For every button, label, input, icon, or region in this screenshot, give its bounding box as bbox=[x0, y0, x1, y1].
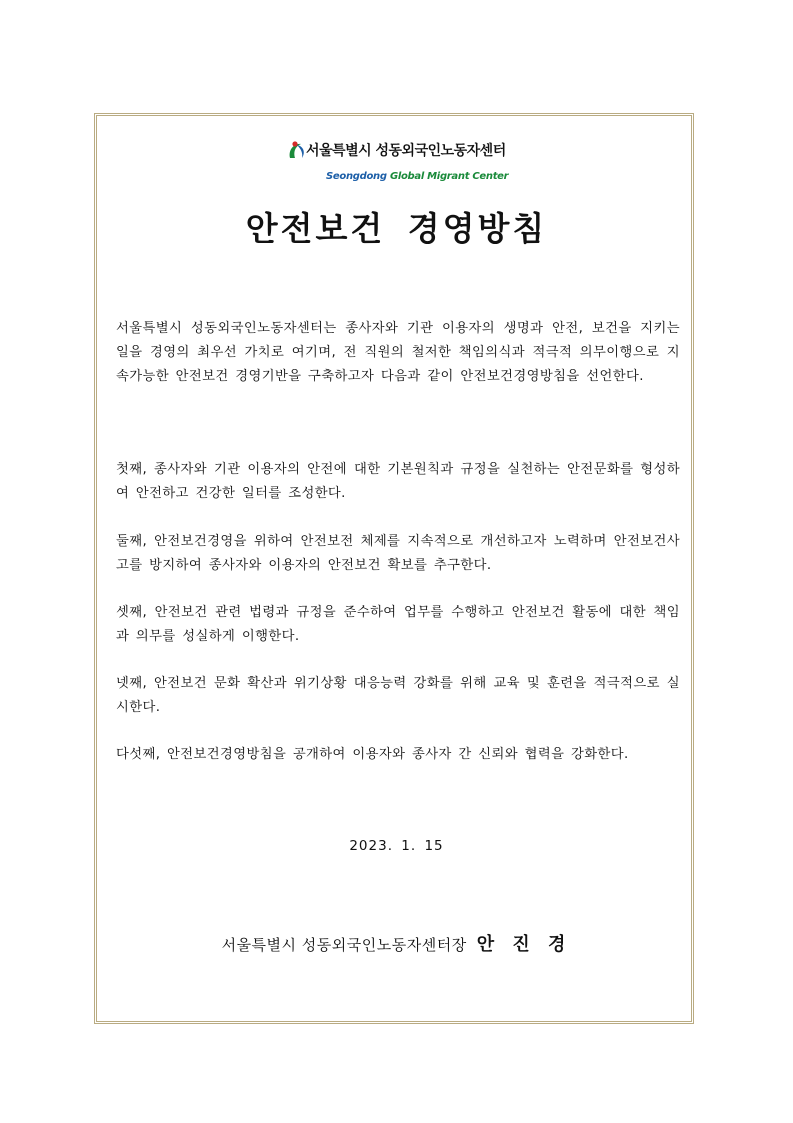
signer-name: 안 진 경 bbox=[476, 934, 572, 955]
logo-english-rest: Global Migrant Center bbox=[389, 171, 509, 182]
intro-paragraph: 서울특별시 성동외국인노동자센터는 종사자와 기관 이용자의 생명과 안전, 보건을 지키는 일을 경영의 최우선 가치로 여기며, 전 직원의 철저한 책임의식과 적극적 의무이행으로 지속가능한 안전보건 경영기반을 구축하고자 다음과 같이 안전보건경영방침을 선언한다. bbox=[116, 321, 680, 384]
organization-logo bbox=[286, 140, 516, 190]
logo-english-name bbox=[326, 171, 508, 182]
policy-item-5: 다섯째, 안전보건경영방침을 공개하여 이용자와 종사자 간 신뢰와 협력을 강화한다. bbox=[116, 747, 629, 762]
logo-korean-name: 서울특별시 성동외국인노동자센터 bbox=[306, 143, 506, 159]
policy-item-3: 셋째, 안전보건 관련 법령과 규정을 준수하여 업무를 수행하고 안전보건 활동에 대한 책임과 의무를 성실하게 이행한다. bbox=[116, 605, 680, 644]
signature-line bbox=[0, 930, 793, 956]
policy-item-4: 넷째, 안전보건 문화 확산과 위기상황 대응능력 강화를 위해 교육 및 훈련을 적극적으로 실시한다. bbox=[116, 676, 680, 715]
policy-item-1: 첫째, 종사자와 기관 이용자의 안전에 대한 기본원칙과 규정을 실천하는 안전문화를 형성하여 안전하고 건강한 일터를 조성한다. bbox=[116, 462, 680, 501]
logo-english-brand: Seongdong bbox=[326, 171, 387, 182]
signer-title: 서울특별시 성동외국인노동자센터장 bbox=[221, 936, 467, 954]
logo-mark-icon bbox=[286, 140, 308, 162]
policy-item-2: 둘째, 안전보건경영을 위하여 안전보전 체제를 지속적으로 개선하고자 노력하며 안전보건사고를 방지하여 종사자와 이용자의 안전보건 확보를 추구한다. bbox=[116, 534, 680, 573]
document-date: 2023. 1. 15 bbox=[349, 838, 444, 854]
document-title: 안전보건 경영방침 bbox=[245, 209, 548, 248]
